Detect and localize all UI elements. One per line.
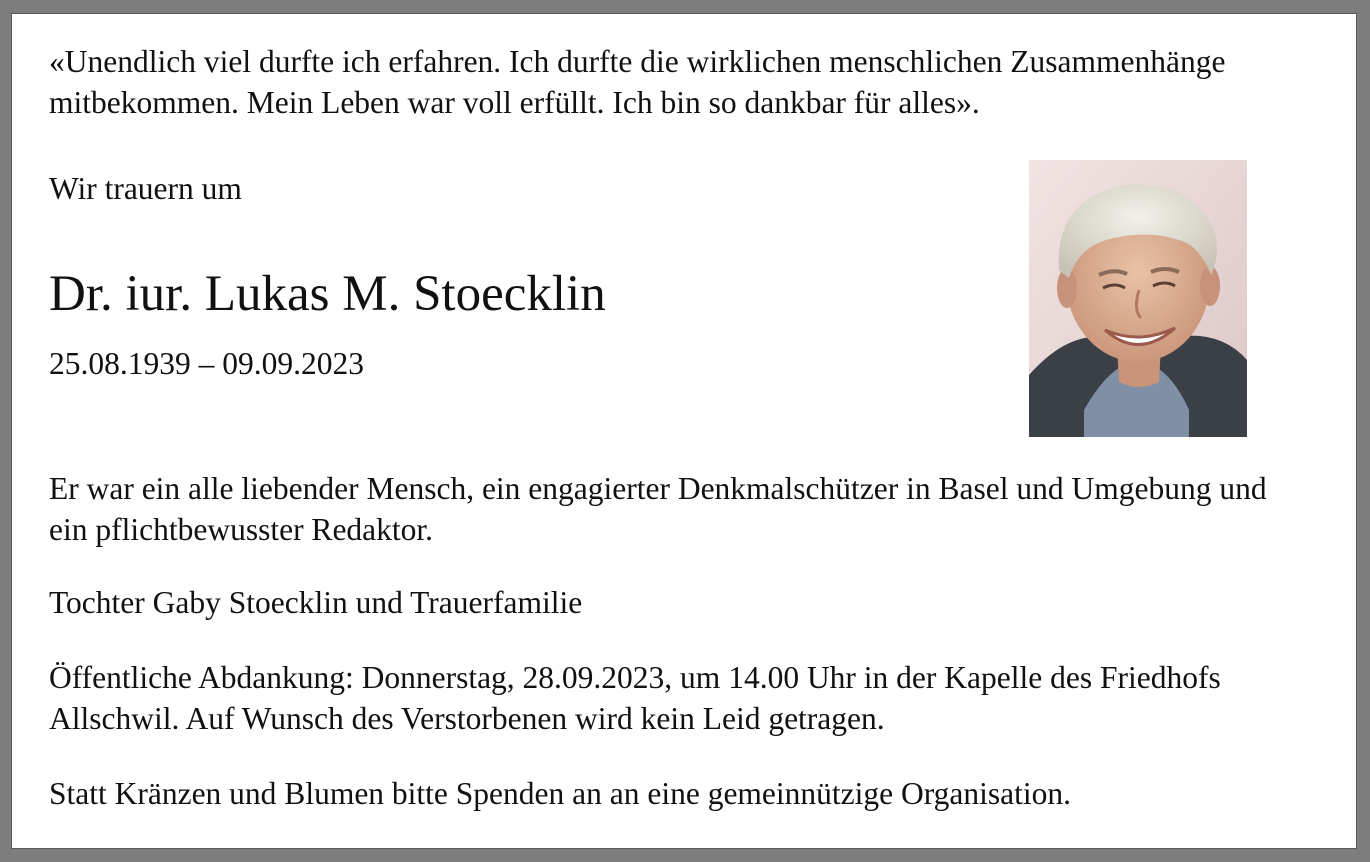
- ceremony-details: Öffentliche Abdankung: Donnerstag, 28.09.2023, um 14.00 Uhr in der Kapelle des Friedhofs Allschwil. Auf Wunsch des Verstorbenen wird kein Leid getragen.: [49, 660, 1221, 736]
- obituary-notice: [11, 13, 1357, 849]
- portrait-photo: [1029, 160, 1247, 437]
- mourners-text: Tochter Gaby Stoecklin und Trauerfamilie: [49, 585, 583, 620]
- lead-in-text: Wir trauern um: [49, 171, 242, 206]
- deceased-name: Dr. iur. Lukas M. Stoecklin: [49, 266, 606, 322]
- tribute-text: Er war ein alle liebender Mensch, ein engagierter Denkmalschützer in Basel und Umgebung und ein pflichtbewusster Redaktor.: [49, 471, 1267, 547]
- life-dates: 25.08.1939 – 09.09.2023: [49, 346, 364, 381]
- donation-request: Statt Kränzen und Blumen bitte Spenden an an eine gemeinnützige Organisation.: [49, 776, 1072, 811]
- memorial-quote: «Unendlich viel durfte ich erfahren. Ich durfte die wirklichen menschlichen Zusammenhänge mitbekommen. Mein Leben war voll erfüllt. Ich bin so dankbar für alles».: [49, 44, 1226, 120]
